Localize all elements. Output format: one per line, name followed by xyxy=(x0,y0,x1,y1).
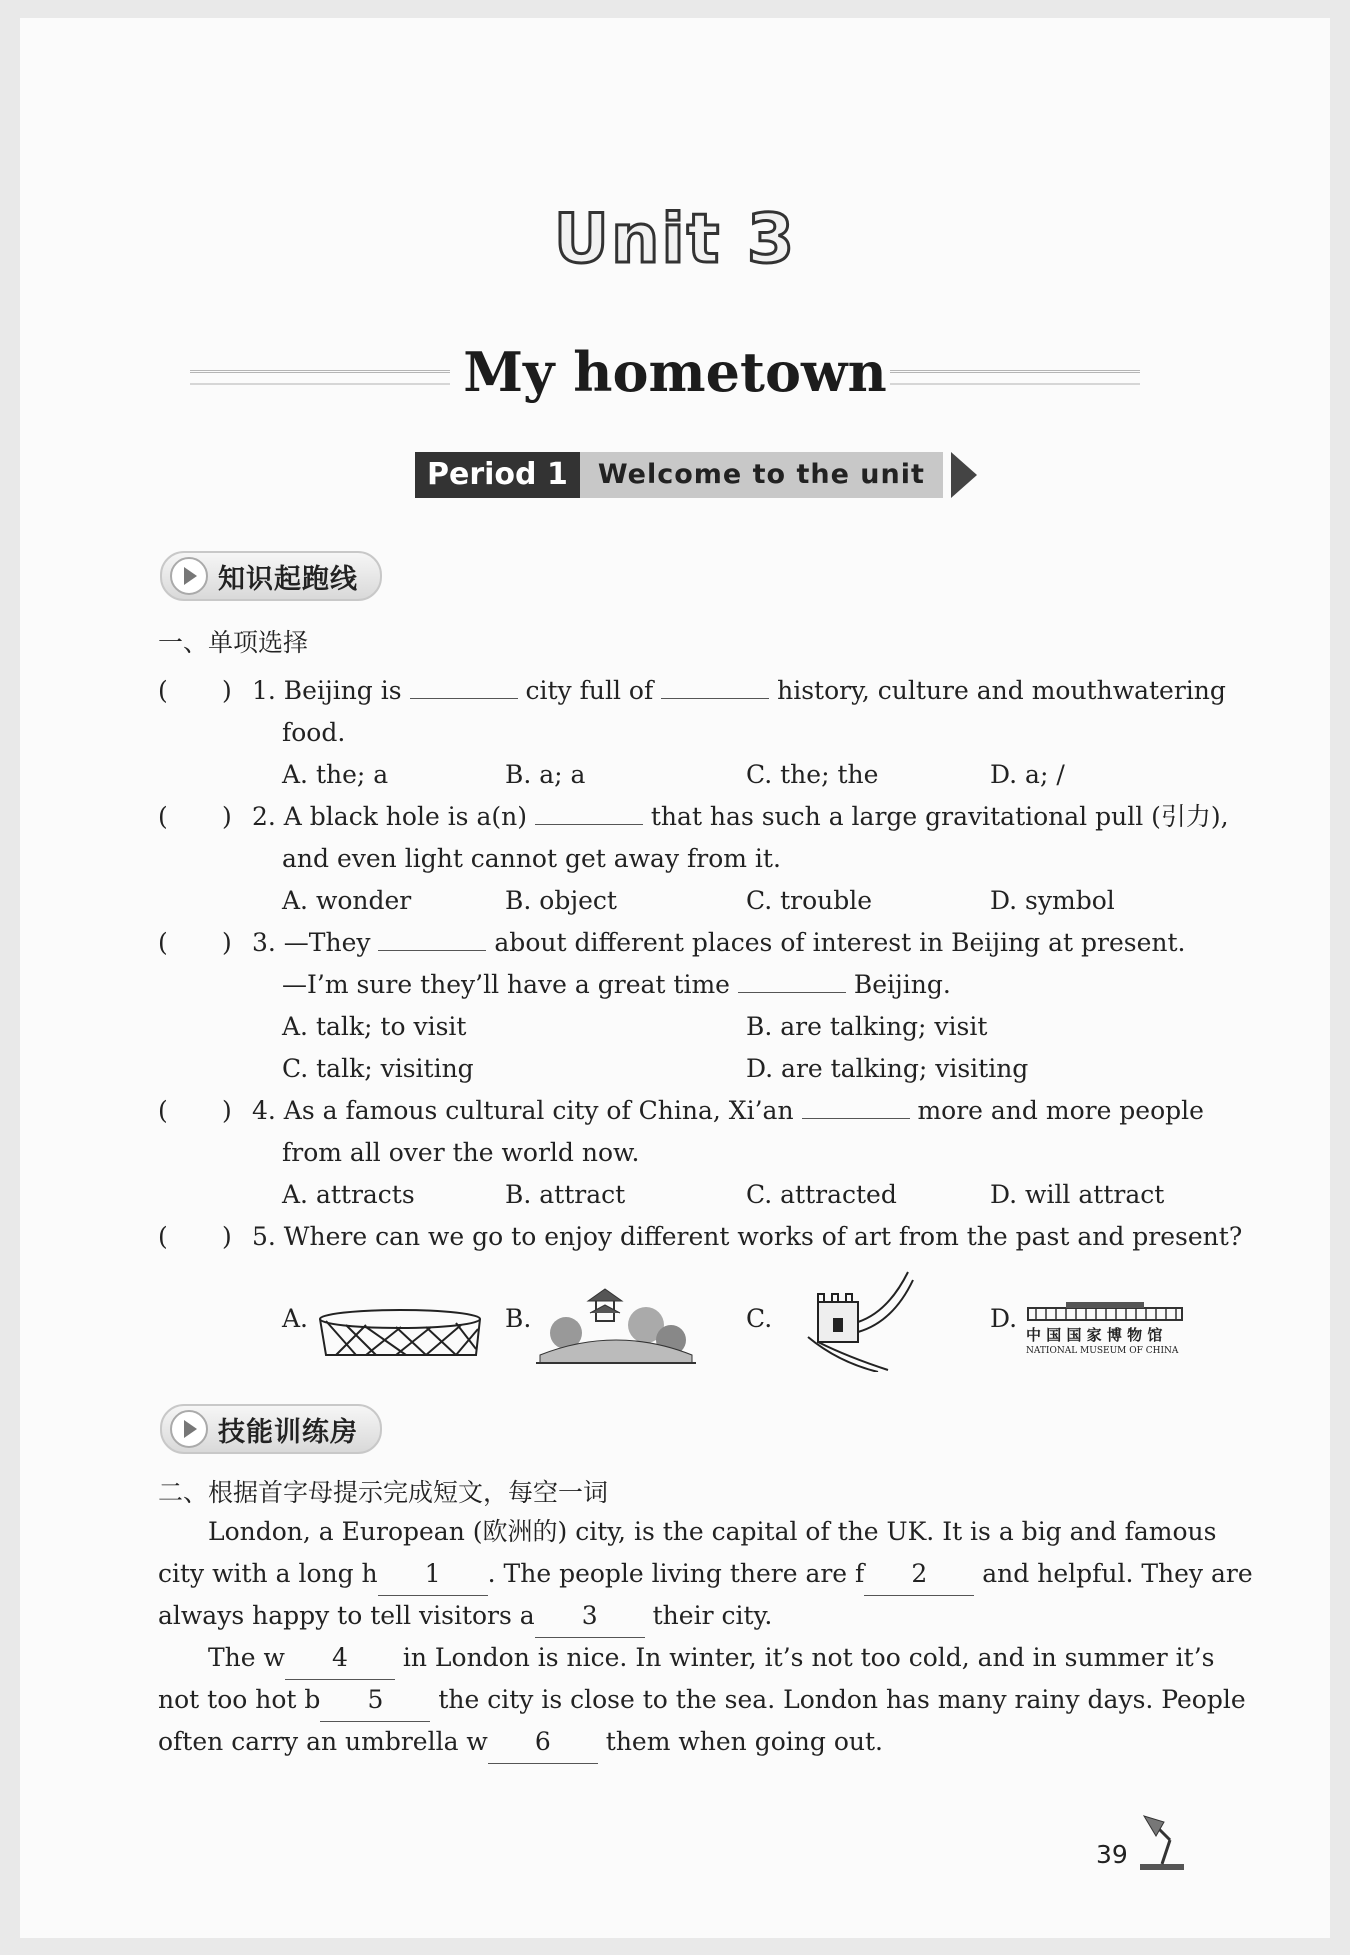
option-b: B. attract xyxy=(505,1180,626,1209)
section-badge-label: 技能训练房 xyxy=(218,1416,358,1448)
answer-blank xyxy=(738,968,846,993)
passage-line-1: London, a European (欧洲的) city, is the capital of the UK. It is a big and famous xyxy=(208,1517,1217,1546)
answer-blank: 4 xyxy=(285,1637,395,1680)
answer-bracket-close: ) xyxy=(222,802,232,831)
birds-nest-stadium-image xyxy=(316,1305,484,1361)
option-d: D. are talking; visiting xyxy=(746,1054,1029,1083)
passage-text: not too hot b xyxy=(158,1685,321,1714)
answer-bracket-close: ) xyxy=(222,928,232,957)
answer-bracket-open: ( xyxy=(158,1096,168,1125)
option-b: B. are talking; visit xyxy=(746,1012,988,1041)
passage-line-2 xyxy=(158,1553,1253,1596)
answer-blank: 6 xyxy=(488,1721,598,1764)
passage-text: their city. xyxy=(644,1601,773,1630)
answer-bracket-close: ) xyxy=(222,676,232,705)
answer-blank: 3 xyxy=(535,1595,645,1638)
great-wall-image xyxy=(778,1262,916,1372)
summer-palace-image xyxy=(536,1285,696,1365)
passage-text: and helpful. They are xyxy=(974,1559,1253,1588)
passage-line-5 xyxy=(158,1679,1246,1722)
option-b: B. object xyxy=(505,886,617,915)
option-a: A. the; a xyxy=(282,760,389,789)
period-number: Period 1 xyxy=(415,452,580,498)
option-d: D. will attract xyxy=(990,1180,1165,1209)
question-3-cont xyxy=(282,964,951,1006)
answer-blank xyxy=(802,1094,910,1119)
answer-bracket-open: ( xyxy=(158,1222,168,1251)
option-c: C. attracted xyxy=(746,1180,897,1209)
answer-bracket-open: ( xyxy=(158,928,168,957)
question-text: —I’m sure they’ll have a great time xyxy=(282,970,738,999)
passage-text: often carry an umbrella w xyxy=(158,1727,488,1756)
question-4 xyxy=(252,1090,1204,1132)
play-circle-icon xyxy=(170,557,208,595)
answer-blank: 2 xyxy=(864,1553,974,1596)
option-d: D. a; / xyxy=(990,760,1065,789)
question-text: city full of xyxy=(525,676,662,705)
museum-logo-cn: 中 国 国 家 博 物 馆 xyxy=(1026,1326,1163,1344)
passage-text: them when going out. xyxy=(597,1727,883,1756)
option-c: C. talk; visiting xyxy=(282,1054,474,1083)
question-4-cont: from all over the world now. xyxy=(282,1138,640,1167)
question-text: 2. A black hole is a(n) xyxy=(252,802,535,831)
passage-text: always happy to tell visitors a xyxy=(158,1601,535,1630)
question-text: 1. Beijing is xyxy=(252,676,410,705)
period-banner xyxy=(415,452,977,498)
question-2-cont: and even light cannot get away from it. xyxy=(282,844,781,873)
answer-blank xyxy=(661,674,769,699)
answer-blank: 5 xyxy=(320,1679,430,1722)
passage-text: in London is nice. In winter, it’s not too cold, and in summer it’s xyxy=(394,1643,1215,1672)
play-arrow-icon xyxy=(951,452,977,498)
option-d: D. xyxy=(990,1304,1018,1333)
option-a: A. wonder xyxy=(282,886,412,915)
page-number: 39 xyxy=(1096,1840,1128,1869)
answer-bracket-open: ( xyxy=(158,676,168,705)
passage-text: the city is close to the sea. London has many rainy days. People xyxy=(430,1685,1246,1714)
option-a: A. talk; to visit xyxy=(282,1012,467,1041)
museum-logo-en: NATIONAL MUSEUM OF CHINA xyxy=(1026,1346,1179,1356)
answer-bracket-close: ) xyxy=(222,1222,232,1251)
page-title: My hometown xyxy=(463,340,887,404)
option-c: C. xyxy=(746,1304,773,1333)
passage-line-6 xyxy=(158,1721,883,1764)
option-b: B. xyxy=(505,1304,532,1333)
option-b: B. a; a xyxy=(505,760,586,789)
passage-text: The w xyxy=(208,1643,285,1672)
option-a: A. xyxy=(282,1304,309,1333)
desk-lamp-icon xyxy=(1134,1812,1190,1872)
question-2 xyxy=(252,796,1229,838)
section-badge-label: 知识起跑线 xyxy=(218,563,358,595)
question-text: more and more people xyxy=(917,1096,1204,1125)
section-badge-2 xyxy=(160,1404,382,1454)
passage-line-3 xyxy=(158,1595,772,1638)
question-text: Beijing. xyxy=(853,970,951,999)
option-c: C. the; the xyxy=(746,760,879,789)
question-text: 4. As a famous cultural city of China, Xi’an xyxy=(252,1096,802,1125)
passage-line-4 xyxy=(208,1637,1215,1680)
question-1-cont: food. xyxy=(282,718,346,747)
section-badge-1 xyxy=(160,551,382,601)
option-d: D. symbol xyxy=(990,886,1115,915)
national-museum-building-image xyxy=(1026,1300,1184,1322)
question-text: about different places of interest in Beijing at present. xyxy=(494,928,1186,957)
passage-text: . The people living there are f xyxy=(487,1559,865,1588)
option-a: A. attracts xyxy=(282,1180,415,1209)
part-heading-2: 二、根据首字母提示完成短文，每空一词 xyxy=(158,1478,609,1507)
question-5: 5. Where can we go to enjoy different works of art from the past and present? xyxy=(252,1222,1243,1251)
unit-label: Unit 3 xyxy=(553,200,797,279)
part-heading-1: 一、单项选择 xyxy=(158,628,309,657)
question-text: that has such a large gravitational pull (引力), xyxy=(650,802,1229,831)
answer-blank xyxy=(378,926,486,951)
period-name: Welcome to the unit xyxy=(580,452,943,498)
question-3 xyxy=(252,922,1185,964)
answer-blank xyxy=(535,800,643,825)
question-1 xyxy=(252,670,1226,712)
play-circle-icon xyxy=(170,1410,208,1448)
answer-bracket-open: ( xyxy=(158,802,168,831)
passage-text: city with a long h xyxy=(158,1559,378,1588)
answer-blank xyxy=(410,674,518,699)
question-text: 3. —They xyxy=(252,928,379,957)
answer-blank: 1 xyxy=(378,1553,488,1596)
answer-bracket-close: ) xyxy=(222,1096,232,1125)
question-text: history, culture and mouthwatering xyxy=(777,676,1226,705)
option-c: C. trouble xyxy=(746,886,873,915)
